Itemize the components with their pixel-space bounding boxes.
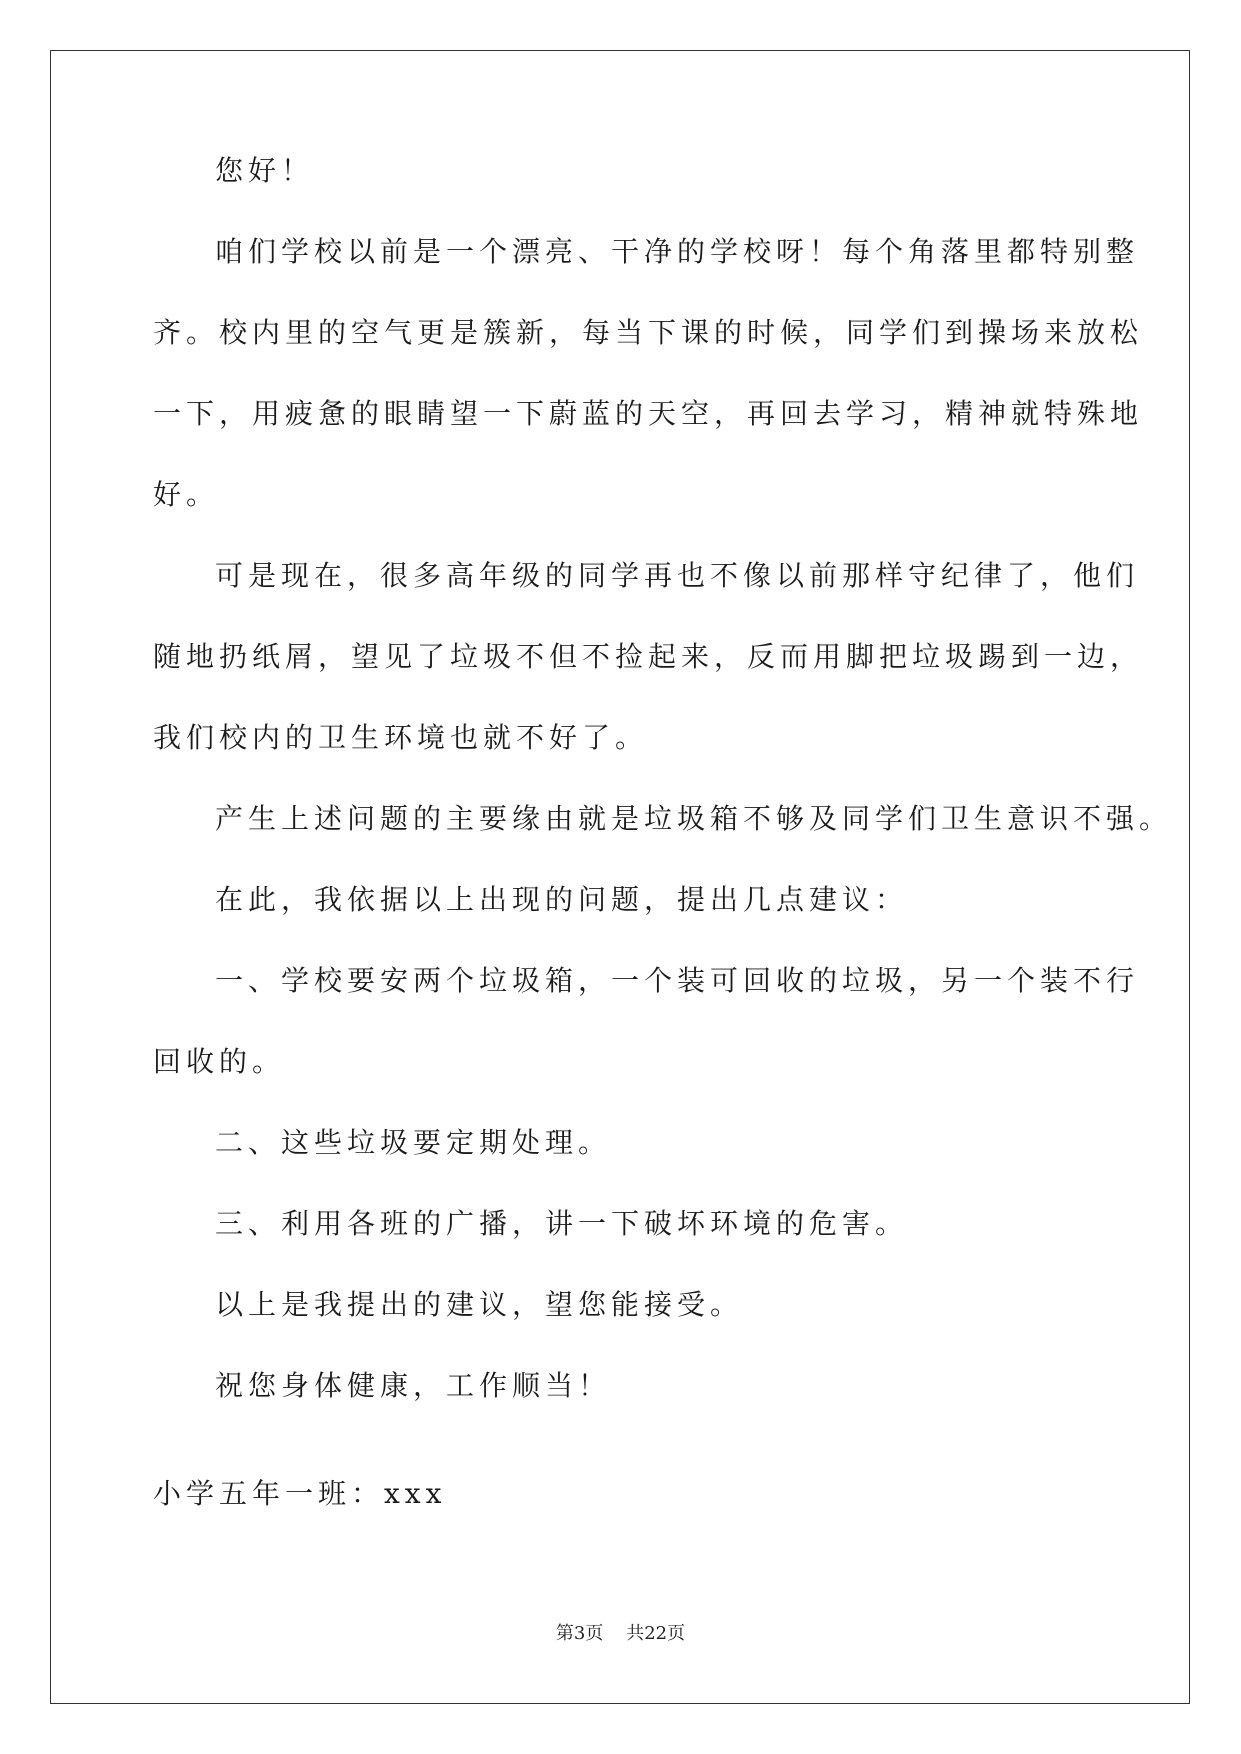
paragraph-2-line-1: 可是现在，很多高年级的同学再也不像以前那样守纪律了，他们 <box>215 559 1140 592</box>
paragraph-1-line-2: 齐。校内里的空气更是簇新，每当下课的时候，同学们到操场来放松 <box>153 316 1144 349</box>
signature: 小学五年一班：xxx <box>153 1477 447 1510</box>
suggestion-3: 三、利用各班的广播，讲一下破坏环境的危害。 <box>215 1207 909 1240</box>
paragraph-1-line-1: 咱们学校以前是一个漂亮、干净的学校呀！每个角落里都特别整 <box>215 235 1140 268</box>
paragraph-2-line-3: 我们校内的卫生环境也就不好了。 <box>153 721 649 754</box>
paragraph-4: 在此，我依据以上出现的问题，提出几点建议： <box>215 883 909 916</box>
suggestion-1-line-2: 回收的。 <box>153 1045 286 1078</box>
greeting: 您好！ <box>215 154 315 187</box>
closing-line-1: 以上是我提出的建议，望您能接受。 <box>215 1288 744 1321</box>
paragraph-1-line-3: 一下，用疲惫的眼睛望一下蔚蓝的天空，再回去学习，精神就特殊地 <box>153 397 1144 430</box>
paragraph-1-line-4: 好。 <box>153 478 220 511</box>
suggestion-1 <box>153 940 1140 1102</box>
suggestion-2: 二、这些垃圾要定期处理。 <box>215 1126 612 1159</box>
paragraph-2 <box>153 535 1144 778</box>
suggestion-1-line-1: 一、学校要安两个垃圾箱，一个装可回收的垃圾，另一个装不行 <box>215 964 1140 997</box>
paragraph-2-line-2: 随地扔纸屑，望见了垃圾不但不捡起来，反而用脚把垃圾踢到一边， <box>153 640 1144 673</box>
page-number: 第3页 共22页 <box>555 1623 686 1644</box>
paragraph-1 <box>153 211 1144 535</box>
paragraph-3: 产生上述问题的主要缘由就是垃圾箱不够及同学们卫生意识不强。 <box>215 802 1173 835</box>
page-footer <box>0 1622 1241 1646</box>
letter-body <box>153 130 1173 1426</box>
closing-line-2: 祝您身体健康，工作顺当！ <box>215 1369 612 1402</box>
